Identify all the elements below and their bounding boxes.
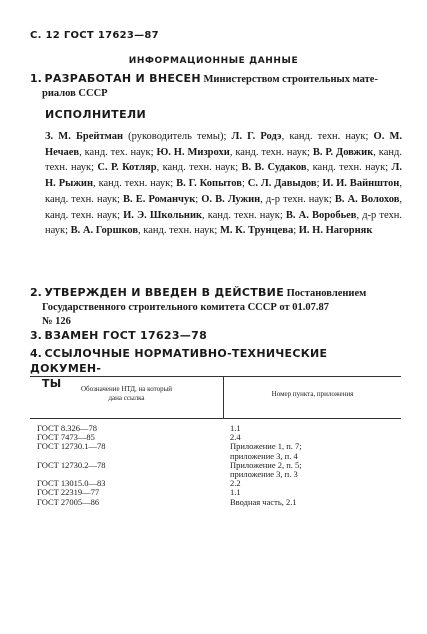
cell-clause: Приложение 1, п. 7; <box>230 441 302 452</box>
item-lead: ВЗАМЕН ГОСТ 17623—78 <box>44 329 208 342</box>
cell-clause: Вводная часть, 2.1 <box>230 496 297 507</box>
item-number: 4. <box>30 347 42 360</box>
performer-name: Ю. Н. Мизрохи <box>156 146 230 158</box>
cell-document: ГОСТ 12730.1—78 <box>37 441 106 452</box>
performer-details: , канд. техн. наук; <box>45 146 402 174</box>
performers-heading: ИСПОЛНИТЕЛИ <box>45 108 147 121</box>
performer-details: , канд. техн. наук; <box>45 178 402 205</box>
performer-details: , канд. техн. наук; <box>45 193 403 221</box>
cell-document: ГОСТ 13015.0—83 <box>37 478 106 489</box>
performer-name: В. А. Горшков <box>70 225 139 237</box>
performer-name: И. Э. Школьник <box>123 209 203 221</box>
item-lead: РАЗРАБОТАН И ВНЕСЕН <box>44 72 201 85</box>
performers-list <box>45 129 402 239</box>
table-row <box>30 442 401 451</box>
cell-clause: Приложение 2, п. 5; <box>230 459 302 470</box>
item-rest-3: № 126 <box>42 316 71 327</box>
performer-details: , канд. техн. наук; <box>93 178 177 190</box>
item-rest: Министерством строительных мате- <box>200 74 378 85</box>
cell-clause: приложение 3, п. 3 <box>230 468 298 479</box>
table-header-rule <box>30 418 401 419</box>
table-top-rule <box>30 376 401 377</box>
performer-name: И. Н. Нагорняк <box>298 225 373 237</box>
performer-details: , канд. техн. наук; <box>306 162 392 174</box>
performer-details: , д-р техн. наук; <box>45 209 402 237</box>
cell-document: ГОСТ 12730.2—78 <box>37 459 106 470</box>
column-header-clause: Номер пункта, приложения <box>271 390 354 398</box>
performer-name: О. В. Лужин <box>201 193 261 205</box>
performer-details: , д-р техн. наук; <box>260 193 335 205</box>
performer-details: , канд. тех. наук; <box>79 146 157 158</box>
column-header-line: Обозначение НТД, на который <box>80 385 173 393</box>
performer-name: О. М. Нечаев <box>45 131 402 158</box>
performer-details: , канд. техн. наук; <box>202 209 286 221</box>
item-replaces <box>30 329 402 344</box>
item-rest: Постановлением <box>284 288 367 299</box>
item-number: 3. <box>30 329 42 342</box>
item-lead-2: ТЫ <box>42 377 62 390</box>
performer-name: Л. Г. Родэ <box>231 131 282 142</box>
performer-details: ; <box>293 225 299 237</box>
cell-clause: 1.1 <box>230 487 241 498</box>
performer-name: М. К. Трунцева <box>219 225 294 237</box>
performer-name: В. А. Волохов <box>334 193 400 205</box>
table-row <box>30 498 401 507</box>
item-lead: ССЫЛОЧНЫЕ НОРМАТИВНО-ТЕХНИЧЕСКИЕ ДОКУМЕН- <box>30 347 328 375</box>
cell-document: ГОСТ 27005—86 <box>37 496 100 507</box>
performer-details: , канд. техн. наук; <box>229 146 313 158</box>
performer-name: С. Л. Давыдов <box>247 178 317 190</box>
cell-clause: 2.4 <box>230 432 241 443</box>
section-title: ИНФОРМАЦИОННЫЕ ДАННЫЕ <box>128 56 299 66</box>
table-body <box>30 424 401 507</box>
cell-document: ГОСТ 22319—77 <box>37 487 100 498</box>
performer-name: И. И. Вайнштон <box>322 178 400 190</box>
cell-clause: приложение 3, п. 4 <box>230 450 298 461</box>
performer-name: В. Г. Копытов <box>176 178 242 190</box>
item-number: 2. <box>30 286 42 299</box>
performer-name: В. Е. Романчук <box>123 193 196 205</box>
cell-clause: 2.2 <box>230 478 241 489</box>
performer-details: ; <box>195 193 202 205</box>
item-number: 1. <box>30 72 42 85</box>
performer-details: , канд. техн. наук; <box>156 162 242 174</box>
cell-document: ГОСТ 7473—85 <box>37 432 95 443</box>
item-lead: УТВЕРЖДЕН И ВВЕДЕН В ДЕЙСТВИЕ <box>44 286 285 299</box>
page-header: С. 12 ГОСТ 17623—87 <box>30 30 159 41</box>
performer-details: , канд. техн. наук; <box>138 225 220 237</box>
performer-name: В. А. Воробьев <box>285 209 357 221</box>
item-approved <box>30 286 402 329</box>
performer-details: , канд. техн. наук; <box>281 131 374 142</box>
performer-name: С. Р. Котляр <box>97 162 157 174</box>
cell-clause: 1.1 <box>230 423 241 433</box>
item-rest-2: Государственного строительного комитета СССР от 01.07.87 <box>42 302 330 313</box>
performer-name: Л. Н. Рыжин <box>45 162 402 190</box>
performer-name: В. Р. Довжик <box>312 146 374 158</box>
performer-name: В. В. Судаков <box>241 162 307 174</box>
performer-details: ; <box>241 178 248 190</box>
cell-document: ГОСТ 8.326—78 <box>37 423 98 433</box>
column-header-line: дана ссылка <box>108 394 145 402</box>
performer-details: ; <box>316 178 323 190</box>
table-row <box>30 461 401 470</box>
item-developed <box>30 72 402 101</box>
item-rest-2: риалов СССР <box>42 88 108 99</box>
performer-details: (руководитель темы); <box>123 131 232 142</box>
column-header-document <box>30 385 223 403</box>
performer-name: З. М. Брейтман <box>45 131 123 142</box>
